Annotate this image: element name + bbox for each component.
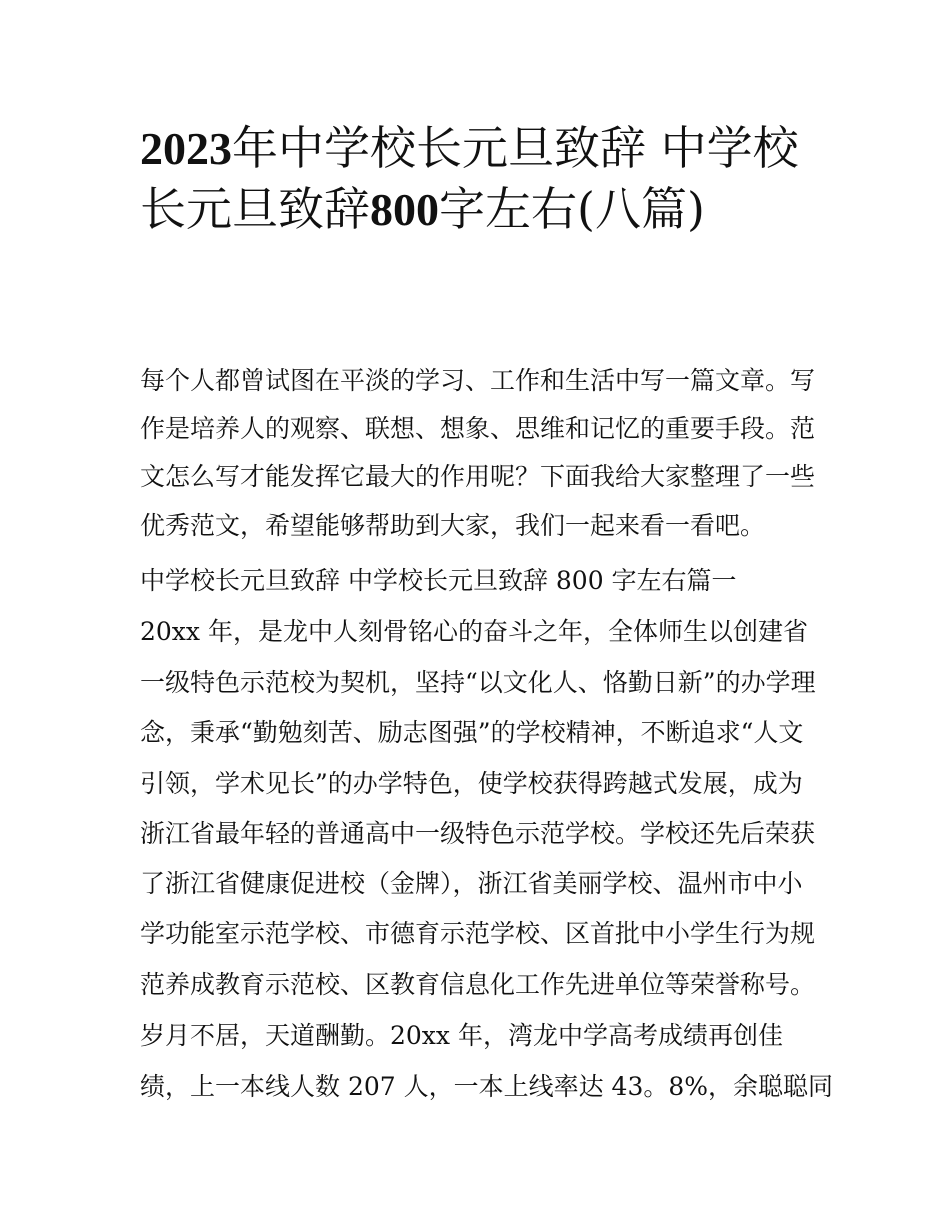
section-heading-1: 中学校长元旦致辞 中学校长元旦致辞 800 字左右篇一 — [140, 566, 737, 595]
text-line-3: 文怎么写才能发挥它最大的作用呢？下面我给大家整理了一些 — [140, 462, 816, 491]
text-line-13: 范养成教育示范校、区教育信息化工作先进单位等荣誉称号。 — [140, 970, 816, 999]
text-line-4: 优秀范文，希望能够帮助到大家，我们一起来看一看吧。 — [140, 511, 766, 540]
text-line-10: 浙江省最年轻的普通高中一级特色示范学校。学校还先后荣获 — [140, 819, 816, 848]
text-line-7: 一级特色示范校为契机，坚持“以文化人、恪勤日新”的办学理 — [140, 668, 816, 697]
text-line-12: 学功能室示范学校、市德育示范学校、区首批中小学生行为规 — [140, 919, 816, 948]
document-title — [140, 118, 820, 240]
text-line-9: 引领，学术见长”的办学特色，使学校获得跨越式发展，成为 — [140, 769, 803, 798]
text-line-6: 20xx 年，是龙中人刻骨铭心的奋斗之年，全体师生以创建省 — [140, 617, 808, 646]
text-line-8: 念，秉承“勤勉刻苦、励志图强”的学校精神，不断追求“人文 — [140, 718, 804, 747]
title-text-part1: 年中学校长元旦致辞 中学校长元旦致辞 — [140, 121, 799, 236]
text-line-11: 了浙江省健康促进校（金牌），浙江省美丽学校、温州市中小 — [140, 869, 803, 898]
title-word-count: 800 — [370, 184, 439, 235]
title-text-part2: 字左右(八篇) — [439, 182, 705, 236]
title-year: 2023 — [140, 123, 232, 174]
text-line-1: 每个人都曾试图在平淡的学习、工作和生活中写一篇文章。写 — [140, 366, 816, 395]
text-line-15: 绩，上一本线人数 207 人，一本上线率达 43。8%，余聪聪同 — [140, 1072, 834, 1101]
text-line-2: 作是培养人的观察、联想、想象、思维和记忆的重要手段。范 — [140, 414, 816, 443]
text-line-14: 岁月不居，天道酬勤。20xx 年，湾龙中学高考成绩再创佳 — [140, 1021, 783, 1050]
